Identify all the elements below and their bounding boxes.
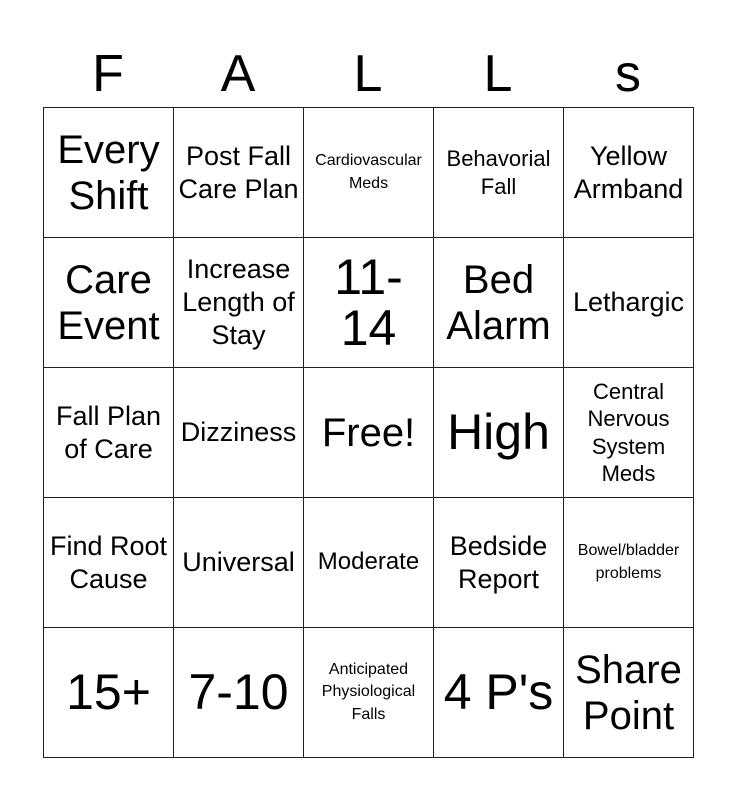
bingo-cell[interactable]: Yellow Armband <box>564 108 694 238</box>
bingo-cell[interactable]: Post Fall Care Plan <box>174 108 304 238</box>
bingo-cell[interactable]: Lethargic <box>564 238 694 368</box>
bingo-cell[interactable]: 11-14 <box>304 238 434 368</box>
bingo-cell[interactable]: High <box>434 368 564 498</box>
header-letter-2: A <box>220 45 256 103</box>
bingo-cell[interactable]: Bed Alarm <box>434 238 564 368</box>
bingo-cell[interactable]: Care Event <box>44 238 174 368</box>
bingo-header <box>43 40 693 108</box>
header-letter-4: L <box>483 45 513 103</box>
bingo-board <box>43 107 694 758</box>
board-row <box>44 368 694 498</box>
header-letter-1: F <box>92 45 124 103</box>
bingo-cell[interactable]: 7-10 <box>174 628 304 758</box>
bingo-cell[interactable]: Fall Plan of Care <box>44 368 174 498</box>
bingo-cell[interactable]: Bedside Report <box>434 498 564 628</box>
bingo-cell[interactable]: Anticipated Physiological Falls <box>304 628 434 758</box>
header-letter-5: s <box>615 45 641 103</box>
bingo-cell[interactable]: Dizziness <box>174 368 304 498</box>
bingo-cell[interactable]: Cardiovascular Meds <box>304 108 434 238</box>
board-row <box>44 108 694 238</box>
bingo-cell[interactable]: Find Root Cause <box>44 498 174 628</box>
bingo-cell[interactable]: Bowel/bladder problems <box>564 498 694 628</box>
bingo-cell[interactable]: Every Shift <box>44 108 174 238</box>
bingo-cell[interactable]: Central Nervous System Meds <box>564 368 694 498</box>
board-row <box>44 498 694 628</box>
bingo-cell[interactable]: Share Point <box>564 628 694 758</box>
bingo-cell[interactable]: 15+ <box>44 628 174 758</box>
bingo-cell[interactable]: Behavorial Fall <box>434 108 564 238</box>
bingo-cell free-space[interactable]: Free! <box>304 368 434 498</box>
bingo-cell[interactable]: Increase Length of Stay <box>174 238 304 368</box>
board-row <box>44 238 694 368</box>
bingo-cell[interactable]: Moderate <box>304 498 434 628</box>
bingo-cell[interactable]: Universal <box>174 498 304 628</box>
bingo-cell[interactable]: 4 P's <box>434 628 564 758</box>
header-letter-3: L <box>353 45 383 103</box>
board-row <box>44 628 694 758</box>
